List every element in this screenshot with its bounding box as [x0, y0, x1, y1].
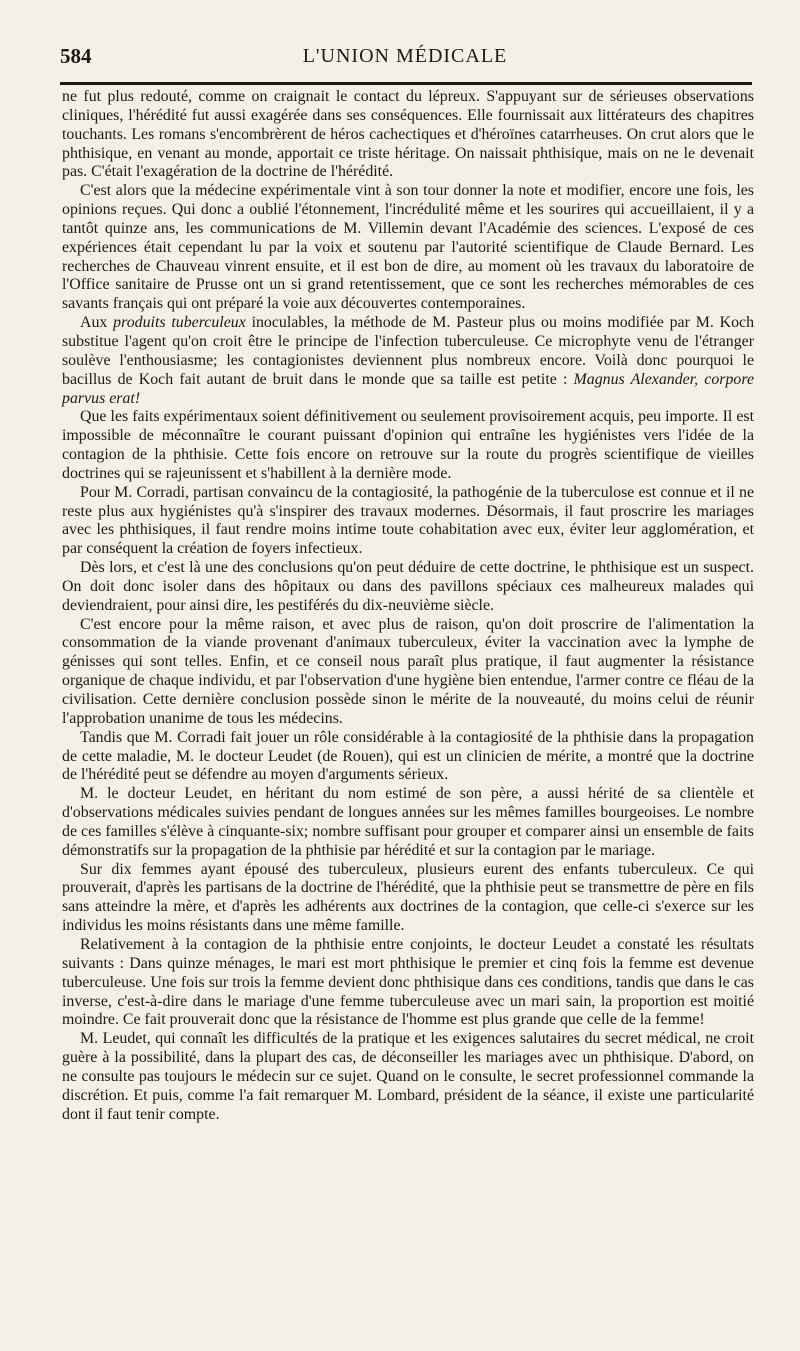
paragraph: C'est encore pour la même raison, et avec plus de raison, qu'on doit proscrire de l'alimentation la consommation de la viande provenant d'animaux tuberculeux, éviter la vaccination avec la lymphe de génisses qui sont telles. Enfin, et ce conseil nous paraît plus pratique, il faut augmenter la résistance organique de chaque individu, et par l'observation d'une hygiène bien entendue, l'armer contre ce fléau de la civilisation. Cette dernière conclusion possède sinon le mérite de la nouveauté, du moins celui de réunir l'approbation unanime de tous les médecins.	[62, 615, 754, 727]
text-run: inoculables, la méthode de M. Pasteur plus ou moins modifiée par M. Koch substitue l'agent qu'on croit être le principe de l'infection tuberculeuse. Ce microphyte venu de l'étranger soulève l'enthousiasme; les contagionistes deviennent plus nombreux encore. Voilà donc pourquoi le bacillus de Koch fait autant de bruit dans le monde que sa taille est petite :	[62, 314, 755, 388]
paragraph: Que les faits expérimentaux soient définitivement ou seulement provisoirement acquis, peu importe. Il est impossible de méconnaître le courant puissant d'opinion qui entraîne les hygiénistes vers l'idée de la contagion de la phthisie. Cette fois encore on retrouve sur la route du progrès scientifique de vieilles doctrines qui se rajeunissent et s'habillent à la dernière mode.	[62, 408, 754, 482]
latin-quote: Magnus Alexander, corpore parvus erat!	[62, 370, 754, 407]
paragraph	[62, 314, 754, 408]
paragraph: Sur dix femmes ayant épousé des tuberculeux, plusieurs eurent des enfants tuberculeux. Ce qui prouverait, d'après les partisans de la doctrine de l'hérédité, que la phthisie peut se transmettre de père en fils sans atteindre la mère, et d'après les adhérents aux doctrines de la contagion, que celle-ci s'exerce sur les individus les moins résistants dans une même famille.	[62, 860, 754, 935]
italic-phrase: produits tuberculeux	[113, 314, 246, 332]
paragraph: Dès lors, et c'est là une des conclusions qu'on peut déduire de cette doctrine, le phthisique est un suspect. On doit donc isoler dans des hôpitaux ou dans des pavillons spéciaux ces malheureux malades qui deviendraient, pour ainsi dire, les pestiférés du dix-neuvième siècle.	[62, 559, 754, 614]
paragraph: ne fut plus redouté, comme on craignait le contact du lépreux. S'appuyant sur de sérieuses observations cliniques, l'hérédité fut aussi exagérée dans ses conséquences. Elle fournissait aux littérateurs des chapitres touchants. Les romans s'encombrèrent de héros cachectiques et d'héroïnes catarrheuses. On crut alors que le phthisique, en venant au monde, apportait ce triste héritage. On naissait phthisique, mais on ne le devenait pas. C'était l'exagération de la doctrine de l'hérédité.	[62, 88, 754, 181]
page-header	[60, 44, 750, 74]
paragraph: M. le docteur Leudet, en héritant du nom estimé de son père, a aussi hérité de sa clientèle et d'observations médicales suivies pendant de longues années sur les mêmes familles bourgeoises. Le nombre de ces familles s'élève à cinquante-six; nombre suffisant pour grouper et comparer ainsi un ensemble de faits démonstratifs sur la propagation de la phthisie par hérédité et sur la contagion par le mariage.	[62, 785, 754, 859]
paragraph: Pour M. Corradi, partisan convaincu de la contagiosité, la pathogénie de la tuberculose est connue et il ne reste plus aux hygiénistes qu'à s'inspirer des travaux modernes. Désormais, il faut proscrire les mariages avec les phthisiques, il faut rendre moins intime toute cohabitation avec eux, éviter leur agglomération, et par conséquent la création de foyers infectieux.	[62, 483, 754, 558]
paragraph: Tandis que M. Corradi fait jouer un rôle considérable à la contagiosité de la phthisie dans la propagation de cette maladie, M. le docteur Leudet (de Rouen), qui est un clinicien de mérite, a montré que la doctrine de l'hérédité peut se défendre au moyen d'arguments sérieux.	[62, 728, 754, 784]
running-title: L'UNION MÉDICALE	[302, 45, 508, 67]
paragraph: Relativement à la contagion de la phthisie entre conjoints, le docteur Leudet a constaté les résultats suivants : Dans quinze ménages, le mari est mort phthisique le premier et cinq fois la femme est devenue tuberculeuse. Une fois sur trois la femme devient donc phthisique dans ces conditions, tandis que dans le cas inverse, c'est-à-dire dans le mariage d'une femme tuberculeuse avec un mari sain, la proportion est moitié moindre. Ce fait prouverait donc que la résistance de l'homme est plus grande que celle de la femme!	[62, 935, 754, 1029]
paragraph: M. Leudet, qui connaît les difficultés de la pratique et les exigences salutaires du secret médical, ne croit guère à la possibilité, dans la plupart des cas, de déconseiller les mariages avec un phthisique. D'abord, on ne consulte pas toujours le médecin sur ce sujet. Quand on le consulte, le secret professionnel commande la discrétion. Et puis, comme l'a fait remarquer M. Lombard, président de la séance, il existe une particularité dont il faut tenir compte.	[62, 1030, 754, 1123]
header-rule	[60, 82, 752, 85]
paragraph: C'est alors que la médecine expérimentale vint à son tour donner la note et modifier, encore une fois, les opinions reçues. Qui donc a oublié l'étonnement, l'incrédulité même et les sourires qui accueillaient, il y a tantôt quinze ans, les communications de M. Villemin devant l'Académie des sciences. L'exposé de ces expériences était cependant lu par la voix et soutenu par l'autorité scientifique de Claude Bernard. Les recherches de Chauveau vinrent ensuite, et il est bon de dire, au moment où les travaux du laboratoire de l'Office sanitaire de Prusse ont un si grand retentissement, que ce sont les recherches mémorables de ces savants français qui ont préparé la voie aux découvertes contemporaines.	[62, 182, 754, 313]
page-number: 584	[60, 44, 92, 68]
article-body	[62, 88, 754, 1124]
text-run: Aux	[80, 314, 114, 332]
